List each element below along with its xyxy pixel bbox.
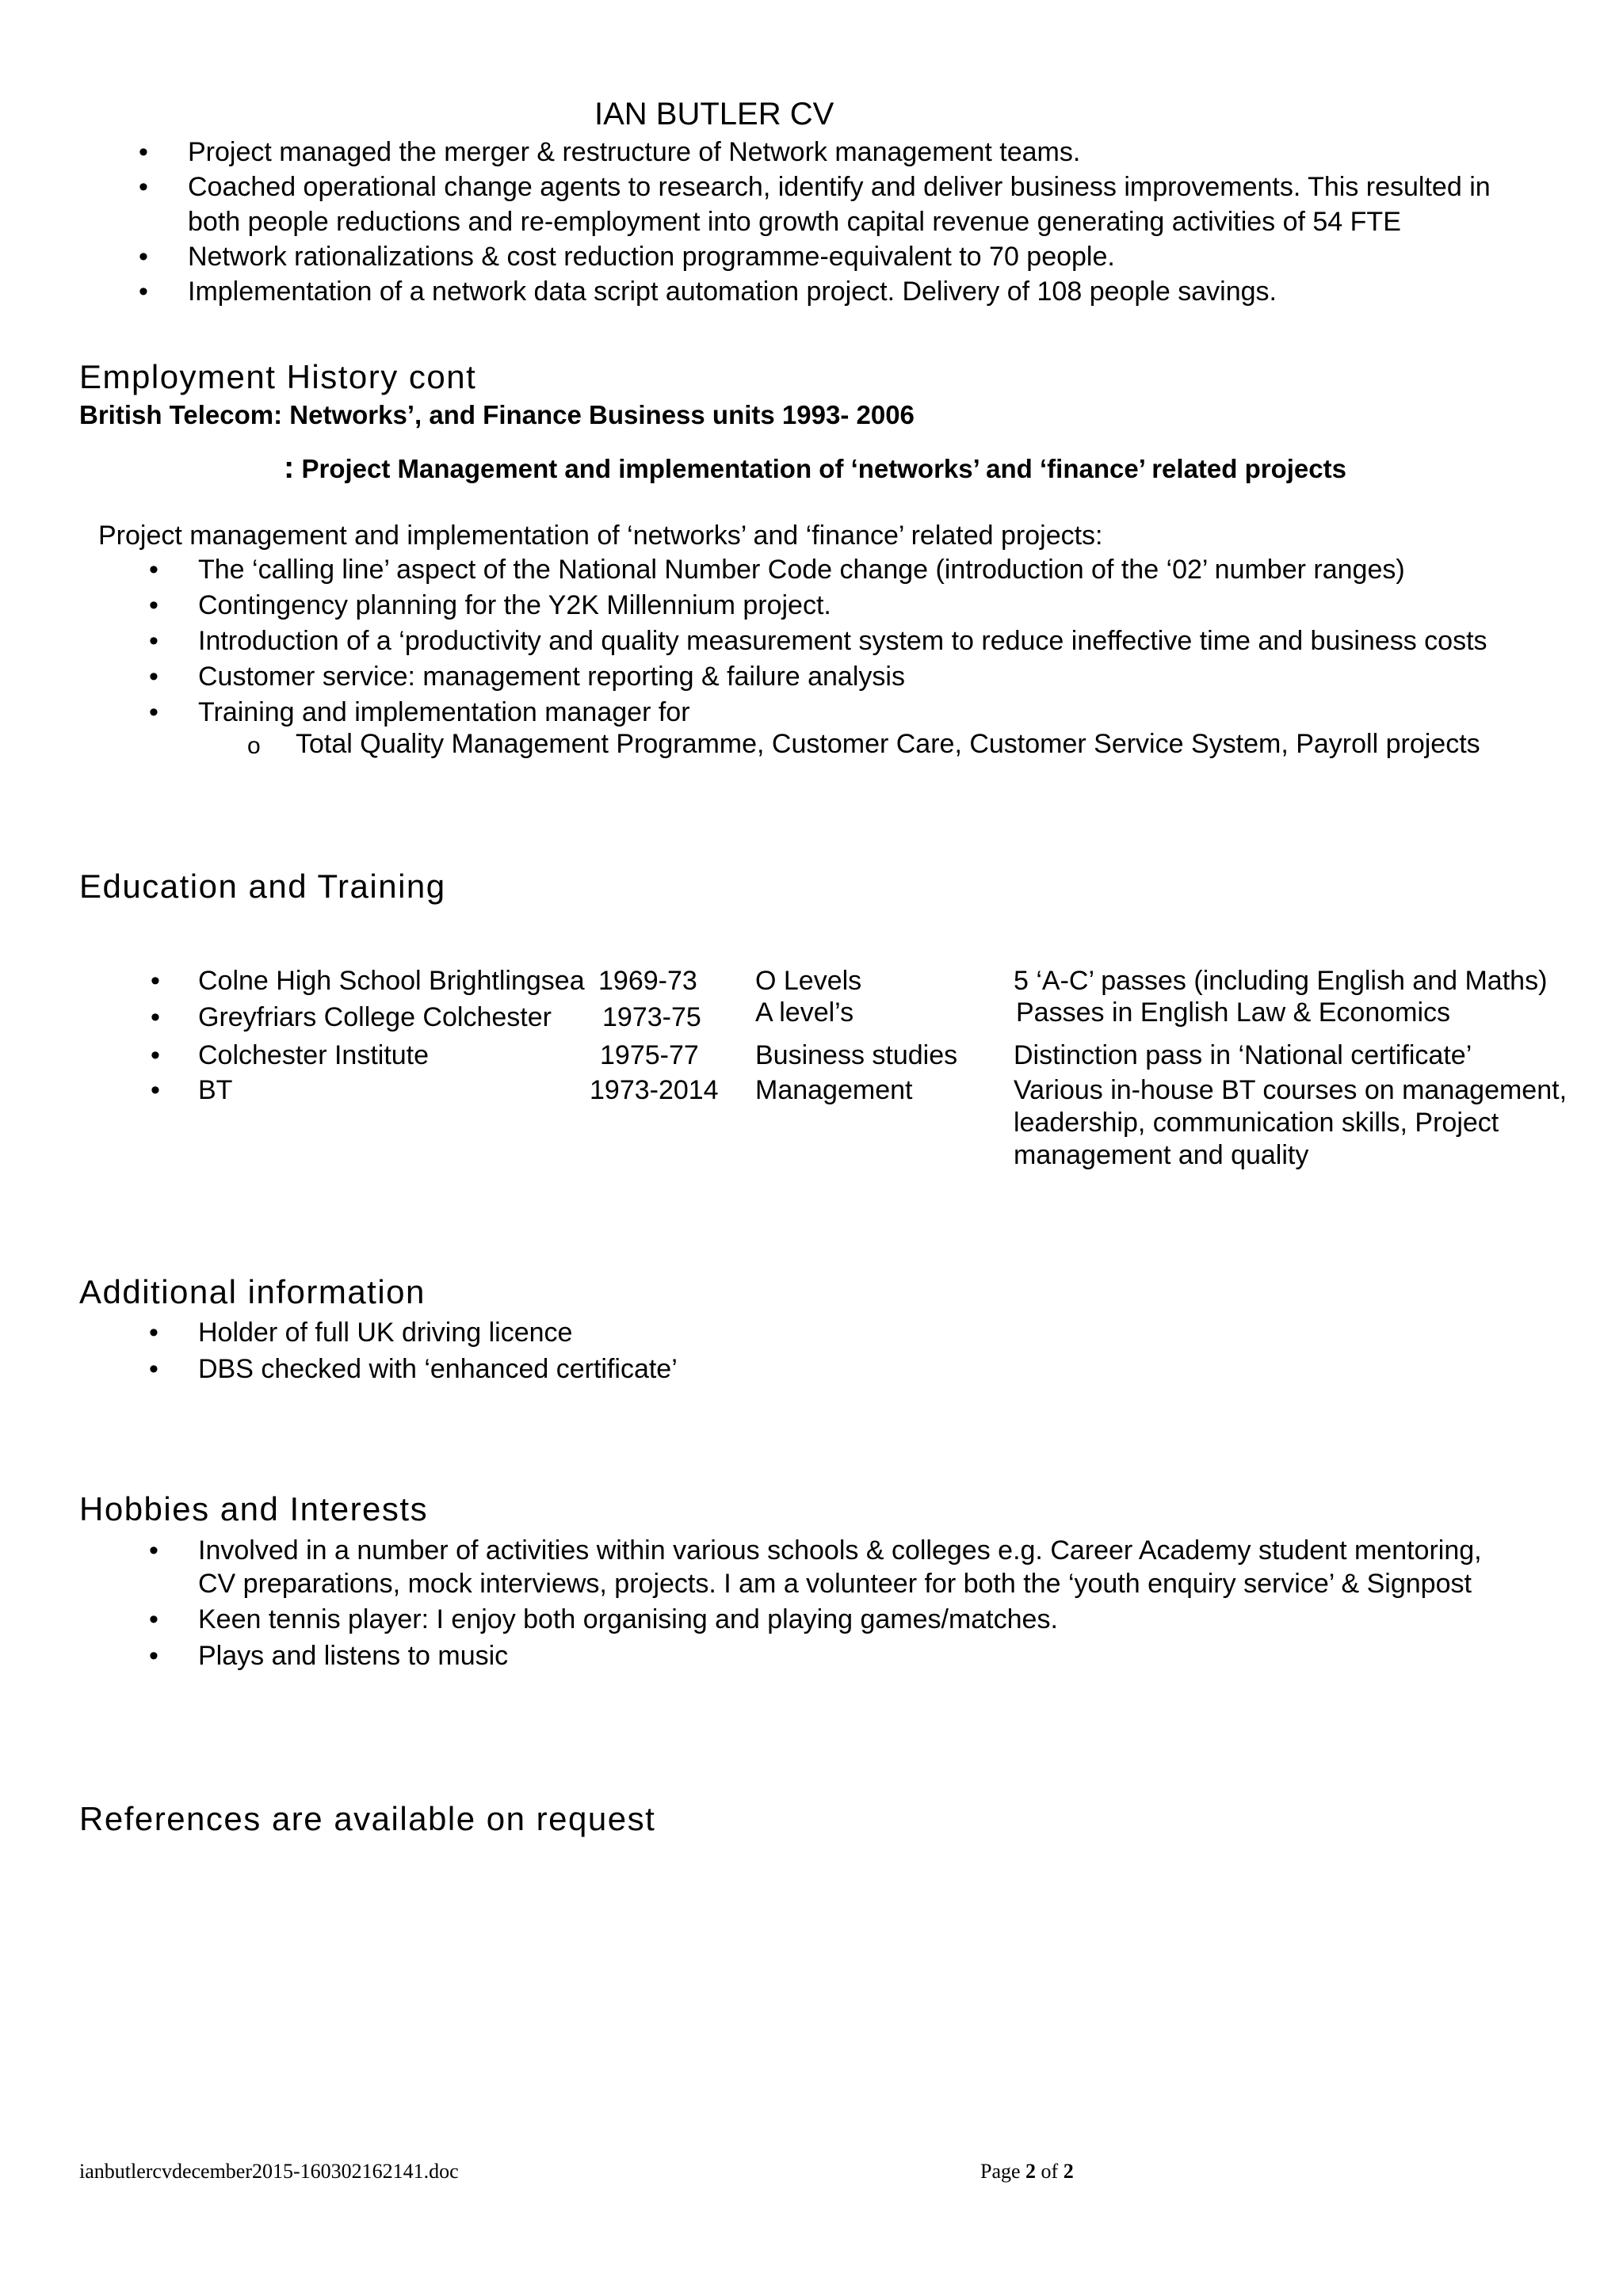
row-bullet: • xyxy=(151,1040,160,1070)
bullet-text: Keen tennis player: I enjoy both organising and playing games/matches. xyxy=(198,1604,1058,1634)
edu-years: 1973-75 xyxy=(602,1002,701,1032)
edu-result: 5 ‘A-C’ passes (including English and Maths) xyxy=(1014,966,1548,996)
edu-institution: BT xyxy=(198,1075,233,1105)
role-colon: : xyxy=(284,450,295,485)
list-item xyxy=(198,588,1487,624)
top-bullet-list xyxy=(188,135,1491,309)
bullet-text: Customer service: management reporting & failure analysis xyxy=(198,662,905,692)
bullet-text: Network rationalizations & cost reduction programme-equivalent to 70 people. xyxy=(188,242,1115,272)
employment-bullet-list xyxy=(198,552,1487,730)
bullet-text: Training and implementation manager for xyxy=(198,697,690,727)
edu-result: management and quality xyxy=(1014,1140,1309,1170)
edu-qualification: A level’s xyxy=(755,997,854,1028)
bullet-text: The ‘calling line’ aspect of the National Number Code change (introduction of the ‘02’ number ranges) xyxy=(198,555,1405,585)
employment-role xyxy=(284,450,1346,486)
bullet-text: both people reductions and re-employment into growth capital revenue generating activities of 54 FTE xyxy=(188,207,1401,237)
page-current: 2 xyxy=(1025,2160,1037,2183)
edu-qualification: Management xyxy=(755,1075,913,1105)
edu-result: Passes in English Law & Economics xyxy=(1016,997,1451,1028)
hobbies-bullet-list xyxy=(198,1533,1482,1675)
footer-page-number xyxy=(980,2160,1074,2183)
list-item xyxy=(188,274,1491,309)
edu-years: 1969-73 xyxy=(598,966,697,996)
list-item xyxy=(198,1638,1482,1675)
row-bullet: • xyxy=(151,1002,160,1032)
edu-years: 1975-77 xyxy=(600,1040,699,1070)
footer-filename: ianbutlercvdecember2015-160302162141.doc xyxy=(79,2160,459,2183)
bullet-text: • Coached operational change agents to research, identify and deliver business improvements. This resulted in xyxy=(188,172,1491,202)
row-bullet: • xyxy=(151,1075,160,1105)
sub-bullet-text: Total Quality Management Programme, Customer Care, Customer Service System, Payroll projects xyxy=(296,729,1480,759)
bullet-text: DBS checked with ‘enhanced certificate’ xyxy=(198,1354,678,1384)
bullet-text: Introduction of a ‘productivity and quality measurement system to reduce ineffective time and business costs xyxy=(198,626,1487,656)
list-item xyxy=(188,135,1491,170)
sub-bullet-marker: o xyxy=(247,733,261,759)
table-row xyxy=(0,1073,1623,1177)
bullet-text: CV preparations, mock interviews, projects. I am a volunteer for both the ‘youth enquiry service’ & Signpost xyxy=(198,1569,1472,1599)
edu-institution: Colne High School Brightlingsea xyxy=(198,966,585,996)
bullet-text: Holder of full UK driving licence xyxy=(198,1318,573,1348)
table-row xyxy=(0,997,1623,1035)
row-bullet: • xyxy=(151,966,160,996)
education-heading: Education and Training xyxy=(79,868,446,905)
edu-result: leadership, communication skills, Project xyxy=(1014,1108,1499,1138)
employment-intro: Project management and implementation of ‘networks’ and ‘finance’ related projects: xyxy=(98,521,1103,551)
employment-heading: Employment History cont xyxy=(79,358,477,395)
list-item xyxy=(198,1602,1482,1638)
list-item xyxy=(198,624,1487,659)
page-of: of xyxy=(1041,2160,1059,2183)
list-item xyxy=(198,552,1487,588)
list-item xyxy=(198,1533,1482,1602)
list-item xyxy=(188,170,1491,239)
list-item xyxy=(198,1315,678,1352)
table-row xyxy=(0,1038,1623,1073)
additional-heading: Additional information xyxy=(79,1273,426,1310)
bullet-text: Plays and listens to music xyxy=(198,1641,509,1671)
list-item xyxy=(198,659,1487,695)
role-text: Project Management and implementation of ‘networks’ and ‘finance’ related projects xyxy=(301,454,1346,483)
page-total: 2 xyxy=(1063,2160,1074,2183)
edu-years: 1973-2014 xyxy=(590,1075,719,1105)
edu-qualification: O Levels xyxy=(755,966,862,996)
edu-institution: Greyfriars College Colchester xyxy=(198,1002,552,1032)
list-item xyxy=(198,1352,678,1388)
page-title: IAN BUTLER CV xyxy=(594,97,834,132)
table-row xyxy=(0,963,1623,998)
hobbies-heading: Hobbies and Interests xyxy=(79,1490,429,1527)
edu-result: Distinction pass in ‘National certificate’ xyxy=(1014,1040,1472,1070)
list-item xyxy=(188,239,1491,274)
additional-bullet-list xyxy=(198,1315,678,1388)
edu-institution: Colchester Institute xyxy=(198,1040,430,1070)
bullet-text: • Involved in a number of activities within various schools & colleges e.g. Career Academy student mentoring, xyxy=(198,1535,1482,1566)
bullet-text: Contingency planning for the Y2K Millennium project. xyxy=(198,590,831,620)
edu-qualification: Business studies xyxy=(755,1040,958,1070)
employment-company: British Telecom: Networks’, and Finance Business units 1993- 2006 xyxy=(79,400,915,429)
list-item xyxy=(198,695,1487,730)
page-label: Page xyxy=(980,2160,1021,2183)
edu-result: Various in-house BT courses on management, xyxy=(1014,1075,1568,1105)
bullet-text: Project managed the merger & restructure of Network management teams. xyxy=(188,137,1081,167)
references-line: References are available on request xyxy=(79,1800,656,1837)
bullet-text: Implementation of a network data script automation project. Delivery of 108 people savings. xyxy=(188,277,1277,307)
